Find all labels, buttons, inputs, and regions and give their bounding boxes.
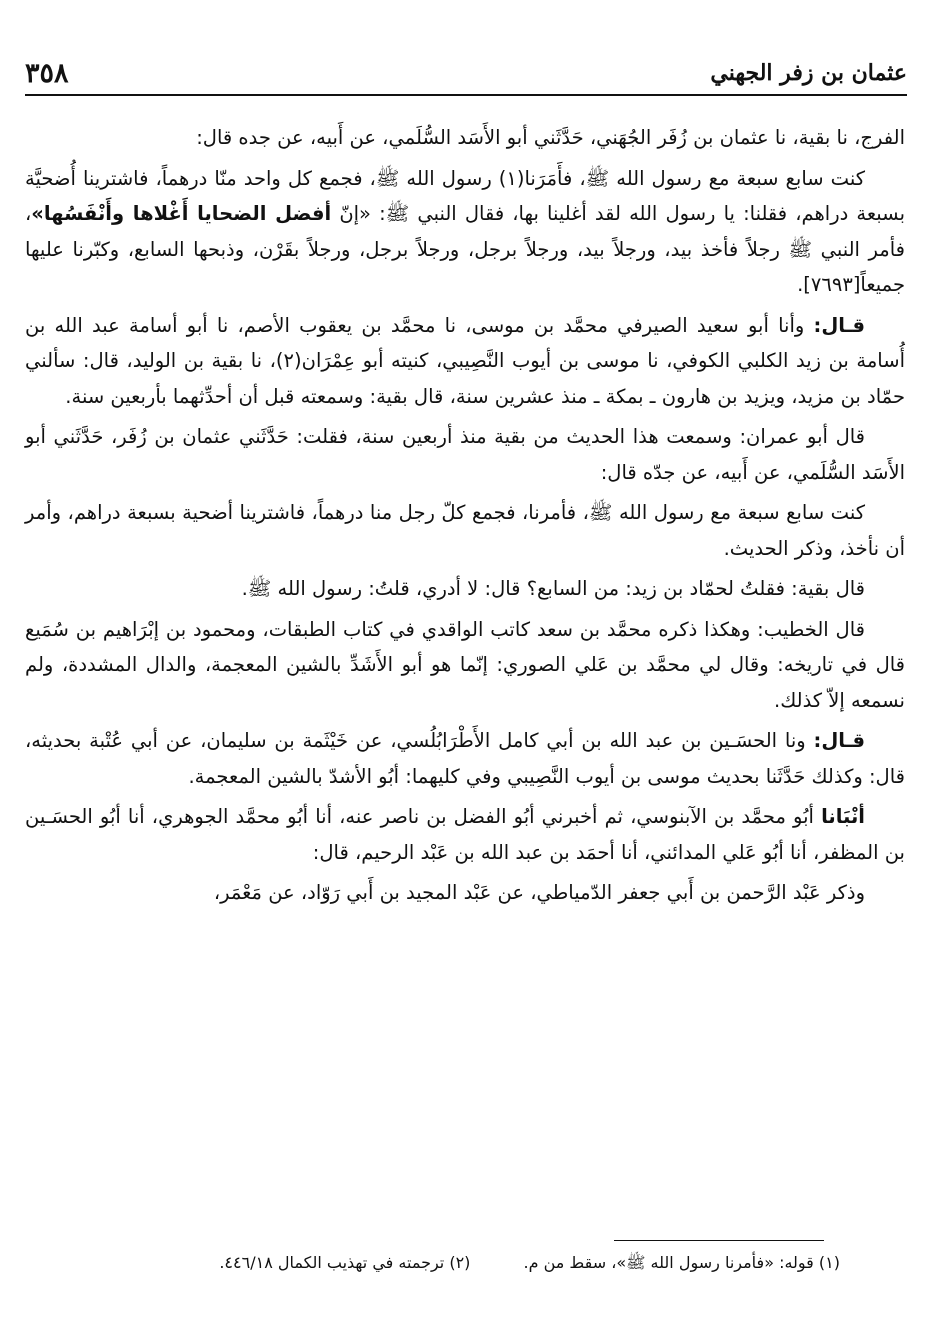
footnote-1: (١) قوله: «فأمرنا رسول الله ﷺ»، سقط من م. bbox=[523, 1253, 840, 1272]
page-header bbox=[25, 52, 907, 96]
paragraph-3-text: وأنا أبو سعيد الصيرفي محمَّد بن موسى، نا محمَّد بن يعقوب الأصم، نا أبو أسامة عبد الله بن أُسامة بن زيد الكلبي الكوفي، نا موسى بن أيوب النَّصِيبي، كنيته أبو عِمْرَان(٢)، نا بقية بن الوليد، قال: سألني حمّاد بن مزيد، ويزيد بن هارون ـ بمكة ـ منذ عشرين سنة، قال بقية: وسمعته قبل أن أحدِّثهما بأربعين سنة. bbox=[25, 313, 905, 408]
paragraph-2 bbox=[25, 161, 905, 303]
paragraph-3 bbox=[25, 308, 905, 415]
paragraph-3-lead: قـال: bbox=[813, 313, 865, 337]
paragraph-8-text: ونا الحسَـين بن عبد الله بن أبي كامل الأَطْرَابُلُسي، عن خَيْثَمة بن سليمان، عن أبي عُتْبة بحديثه، قال: وكذلك حَدَّثَنا بحديث موسى بن أيوب النَّصِيبي وفي كليهما: أبُو الأشدّ بالشين المعجمة. bbox=[25, 729, 905, 788]
paragraph-8-lead: قـال: bbox=[813, 729, 865, 752]
paragraph-1: الفرج، نا بقية، نا عثمان بن زُفَر الجُهَني، حَدَّثَني أبو الأَسَد السُّلَمي، عن أَبيه، عن جده قال: bbox=[196, 126, 905, 149]
paragraph-7: قال الخطيب: وهكذا ذكره محمَّد بن سعد كاتب الواقدي في كتاب الطبقات، ومحمود بن إبْرَاهيم بن سُمَيع قال في تاريخه: وقال لي محمَّد بن عَلي الصوري: إنّما هو أبو الأَشَدِّ بالشين المعجمة، والدال المشددة، ولم نسمعه إلاّ كذلك. bbox=[25, 617, 905, 712]
paragraph-4: قال أبو عمران: وسمعت هذا الحديث من بقية منذ أربعين سنة، فقلت: حَدَّثَني عثمان بن زُفَر، حَدَّثَني أبو الأَسَد السُّلَمي، عن أَبيه، عن جدّه قال: bbox=[25, 425, 905, 484]
footnotes bbox=[25, 1248, 840, 1278]
footnote-2: (٢) ترجمته في تهذيب الكمال ٤٤٦/١٨. bbox=[219, 1253, 471, 1272]
paragraph-2-tail: ، فأمر النبي ﷺ رجلاً فأخذ بيد، ورجلاً بيد، ورجلاً برجل، ورجلاً برجل، ورجلاً بقَرْن، وذبحها السابع، وكبّرنا عليها جميعاً[٧٦٩٣]. bbox=[25, 202, 905, 296]
footnote-divider bbox=[614, 1240, 824, 1241]
paragraph-8 bbox=[25, 723, 905, 794]
paragraph-2-text: كنت سابع سبعة مع رسول الله ﷺ، فأَمَرَنا(١) رسول الله ﷺ، فجمع كل واحد منّا درهماً، فاشترينا أُضحيَّة بسبعة دراهم، فقلنا: يا رسول الله لقد أغلينا بها، فقال النبي ﷺ: «إنّ bbox=[25, 166, 905, 225]
paragraph-2-emphasis: أفضل الضحايا أَغْلاها وأَنْفَسُها» bbox=[31, 202, 332, 225]
paragraph-6: قال بقية: فقلتُ لحمّاد بن زيد: من السابع؟ قال: لا أدري، قلتُ: رسول الله ﷺ. bbox=[241, 577, 865, 600]
page-number: ٣٥٨ bbox=[25, 58, 69, 89]
paragraph-9 bbox=[25, 799, 905, 870]
paragraph-5: كنت سابع سبعة مع رسول الله ﷺ، فأمرنا، فجمع كلّ رجل منا درهماً، فاشترينا أضحية بسبعة دراهم، وأمر أن نأخذ، وذكر الحديث. bbox=[25, 501, 905, 560]
body-text bbox=[25, 120, 905, 916]
paragraph-9-text: أبُو محمَّد بن الآبنوسي، ثم أخبرني أبُو الفضل بن ناصر عنه، أنا أبُو محمَّد الجوهري، أنا أبُو الحسَـين بن المظفر، أنا أبُو عَلي المدائني، أنا أحمَد بن عبد الله بن عَبْد الرحيم، قال: bbox=[25, 805, 905, 864]
paragraph-10: وذكر عَبْد الرَّحمن بن أَبي جعفر الدّمياطي، عن عَبْد المجيد بن أَبي رَوّاد، عن مَعْمَر، bbox=[213, 881, 865, 904]
paragraph-9-lead: أنْبَانا bbox=[821, 805, 865, 828]
running-title: عثمان بن زفر الجهني bbox=[710, 60, 907, 86]
